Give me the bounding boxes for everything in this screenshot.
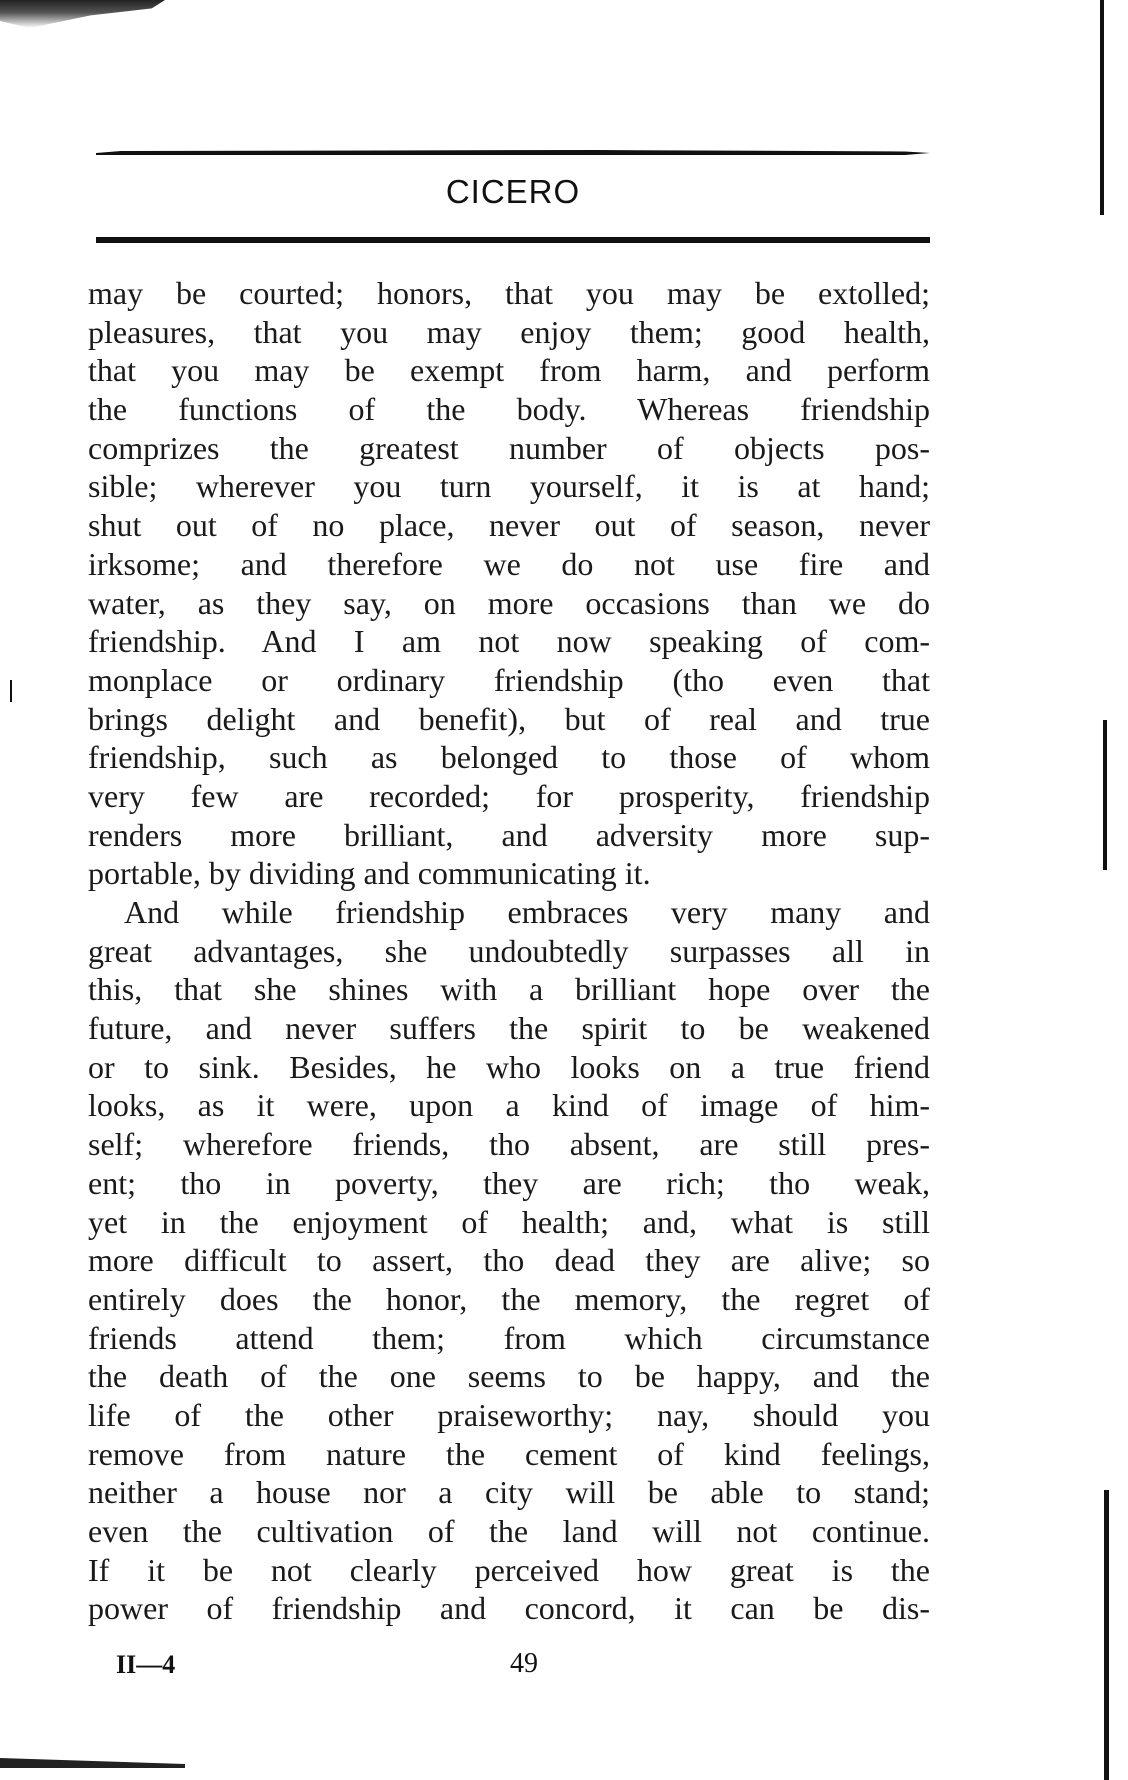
text-line: comprizes the greatest number of objects pos- (88, 429, 930, 466)
text-line: future, and never suffers the spirit to be weakened (88, 1010, 930, 1047)
text-line: pleasures, that you may enjoy them; good health, (88, 313, 930, 350)
text-line: neither a house nor a city will be able to stand; (88, 1474, 930, 1511)
paragraph-2 (88, 893, 930, 1628)
scan-edge-top-right (1100, 0, 1104, 215)
text-line: sible; wherever you turn yourself, it is at hand; (88, 468, 930, 505)
scan-edge-tick (10, 680, 12, 702)
text-line: renders more brilliant, and adversity more sup- (88, 816, 930, 853)
text-line: friendship, such as belonged to those of whom (88, 739, 930, 776)
text-line: friends attend them; from which circumstance (88, 1319, 930, 1356)
text-line: more difficult to assert, tho dead they are alive; so (88, 1242, 930, 1279)
text-line: water, as they say, on more occasions than we do (88, 584, 930, 621)
header-rule-bottom (96, 237, 930, 243)
header-rule-top (96, 150, 930, 155)
text-line: power of friendship and concord, it can be dis- (88, 1590, 930, 1627)
text-line: shut out of no place, never out of season, never (88, 507, 930, 544)
text-line: great advantages, she undoubtedly surpasses all in (88, 932, 930, 969)
text-line: entirely does the honor, the memory, the regret of (88, 1280, 930, 1317)
text-line: friendship. And I am not now speaking of com- (88, 623, 930, 660)
body-text (88, 274, 930, 1628)
text-line: If it be not clearly perceived how great is the (88, 1551, 930, 1588)
text-line: the functions of the body. Whereas friendship (88, 391, 930, 428)
text-line: ent; tho in poverty, they are rich; tho weak, (88, 1164, 930, 1201)
scan-edge-bottom-right (1104, 1490, 1109, 1780)
text-line: life of the other praiseworthy; nay, should you (88, 1396, 930, 1433)
text-line: monplace or ordinary friendship (tho even that (88, 661, 930, 698)
paragraph-1 (88, 274, 930, 893)
page-number: 49 (510, 1648, 538, 1679)
text-line: that you may be exempt from harm, and perform (88, 352, 930, 389)
text-line: this, that she shines with a brilliant hope over the (88, 971, 930, 1008)
scan-artifact-bottom (0, 1758, 185, 1768)
text-line: even the cultivation of the land will not continue. (88, 1513, 930, 1549)
text-line: irksome; and therefore we do not use fire and (88, 545, 930, 582)
text-line: self; wherefore friends, tho absent, are still pres- (88, 1126, 930, 1163)
text-line: remove from nature the cement of kind feelings, (88, 1435, 930, 1472)
scan-edge-mid-right (1103, 720, 1107, 870)
text-line: very few are recorded; for prosperity, friendship (88, 777, 930, 814)
text-line: brings delight and benefit), but of real and true (88, 700, 930, 737)
signature-mark: II—4 (116, 1650, 176, 1679)
text-line: or to sink. Besides, he who looks on a true friend (88, 1048, 930, 1085)
text-line: may be courted; honors, that you may be extolled; (88, 275, 930, 311)
text-line: yet in the enjoyment of health; and, what is still (88, 1203, 930, 1240)
running-head: CICERO (445, 173, 581, 210)
text-line: And while friendship embraces very many and (124, 894, 930, 930)
text-line: the death of the one seems to be happy, and the (88, 1358, 930, 1395)
scan-artifact-top (0, 0, 165, 28)
text-line: portable, by dividing and communicating it. (88, 855, 651, 892)
text-line: looks, as it were, upon a kind of image of him- (88, 1087, 930, 1124)
